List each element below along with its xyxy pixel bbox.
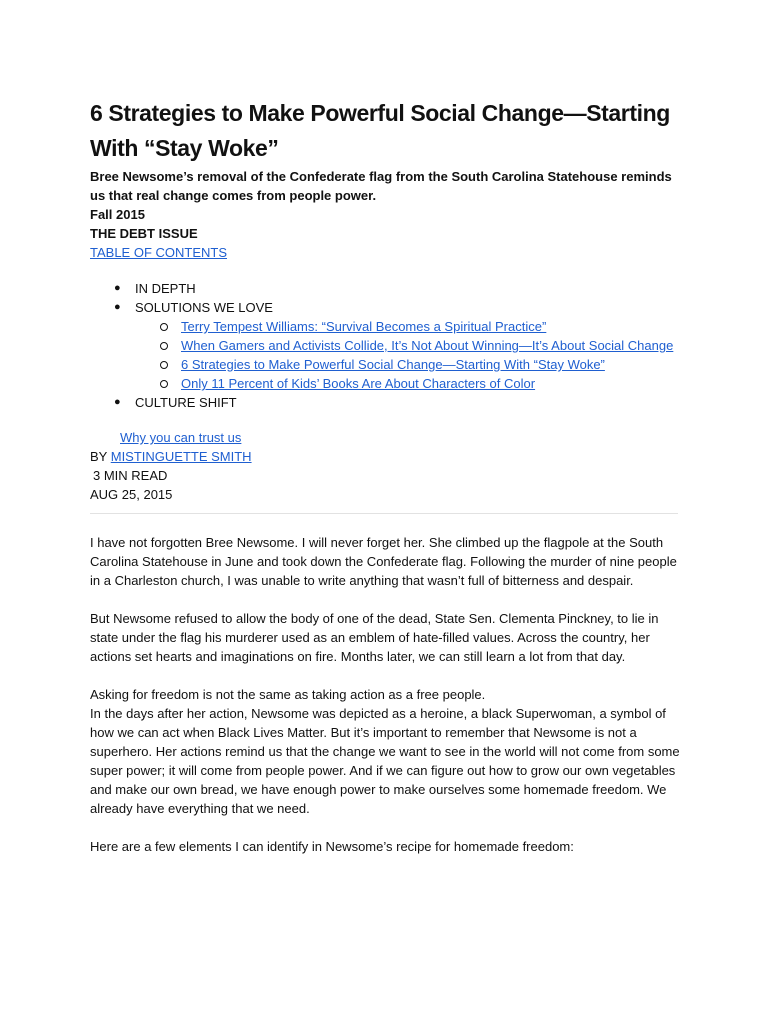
body-paragraph: I have not forgotten Bree Newsome. I will never forget her. She climbed up the flagpole at the South Carolina Statehouse in June and took down the Confederate flag. Following the murder of nine people in a Charleston church, I was unable to write anything that wasn’t full of bitterness and despair. [90,535,677,588]
article-body [90,533,680,856]
author-link[interactable]: MISTINGUETTE SMITH [110,449,252,464]
divider [90,513,678,514]
bullet-icon: ● [114,301,121,313]
toc-item-label: SOLUTIONS WE LOVE [135,300,273,315]
circle-bullet-icon [160,323,168,331]
circle-bullet-icon [160,380,168,388]
toc-subitem-link[interactable]: When Gamers and Activists Collide, It’s Not About Winning—It’s About Social Change [181,338,674,353]
body-paragraph: Asking for freedom is not the same as taking action as a free people. [90,687,486,702]
byline [90,447,680,466]
byline-prefix: BY [90,449,108,464]
toc-item-solutions-we-love[interactable] [90,298,680,393]
issue-name: THE DEBT ISSUE [90,226,198,241]
toc-subitem-link[interactable]: Only 11 Percent of Kids’ Books Are About Characters of Color [181,376,536,391]
toc-sublist [135,317,680,393]
toc-item-in-depth[interactable] [90,279,680,298]
table-of-contents-link[interactable]: TABLE OF CONTENTS [90,245,227,260]
article-subtitle: Bree Newsome’s removal of the Confederate flag from the South Carolina Statehouse reminds us that real change comes from people power. [90,169,672,203]
toc-subitem [90,374,680,393]
issue-date: Fall 2015 [90,207,145,222]
body-paragraph: But Newsome refused to allow the body of one of the dead, State Sen. Clementa Pinckney, to lie in state under the flag his murderer used as an emblem of hate-filled values. Across the country, her actions set hearts and imaginations on fire. Months later, we can still learn a lot from that day. [90,611,659,664]
toc-subitem-link[interactable]: Terry Tempest Williams: “Survival Becomes a Spiritual Practice” [181,319,547,334]
circle-bullet-icon [160,342,168,350]
toc-item-label: CULTURE SHIFT [135,395,237,410]
body-paragraph: In the days after her action, Newsome was depicted as a heroine, a black Superwoman, a symbol of how we can act when Black Lives Matter. But it’s important to remember that Newsome is not a superhero. Her actions remind us that the change we want to see in the world will not come from some super power; it will come from people power. And if we can figure out how to grow our own vegetables and make our own bread, we have enough power to make ourselves some homemade freedom. We already have everything that we need. [90,706,680,816]
toc-item-label: IN DEPTH [135,281,196,296]
toc-list [90,279,680,412]
toc-subitem [90,336,680,355]
publish-date: AUG 25, 2015 [90,487,173,502]
bullet-icon: ● [114,396,121,408]
toc-subitem [90,355,680,374]
read-time: 3 MIN READ [93,468,168,483]
body-paragraph: Here are a few elements I can identify in Newsome’s recipe for homemade freedom: [90,839,574,854]
circle-bullet-icon [160,361,168,369]
toc-subitem-link[interactable]: 6 Strategies to Make Powerful Social Change—Starting With “Stay Woke” [181,357,605,372]
article-content [90,96,680,875]
toc-item-culture-shift[interactable] [90,393,680,412]
toc-subitem [90,317,680,336]
bullet-icon: ● [114,282,121,294]
trust-link[interactable]: Why you can trust us [120,430,242,445]
article-title: 6 Strategies to Make Powerful Social Change—Starting With “Stay Woke” [90,100,670,161]
